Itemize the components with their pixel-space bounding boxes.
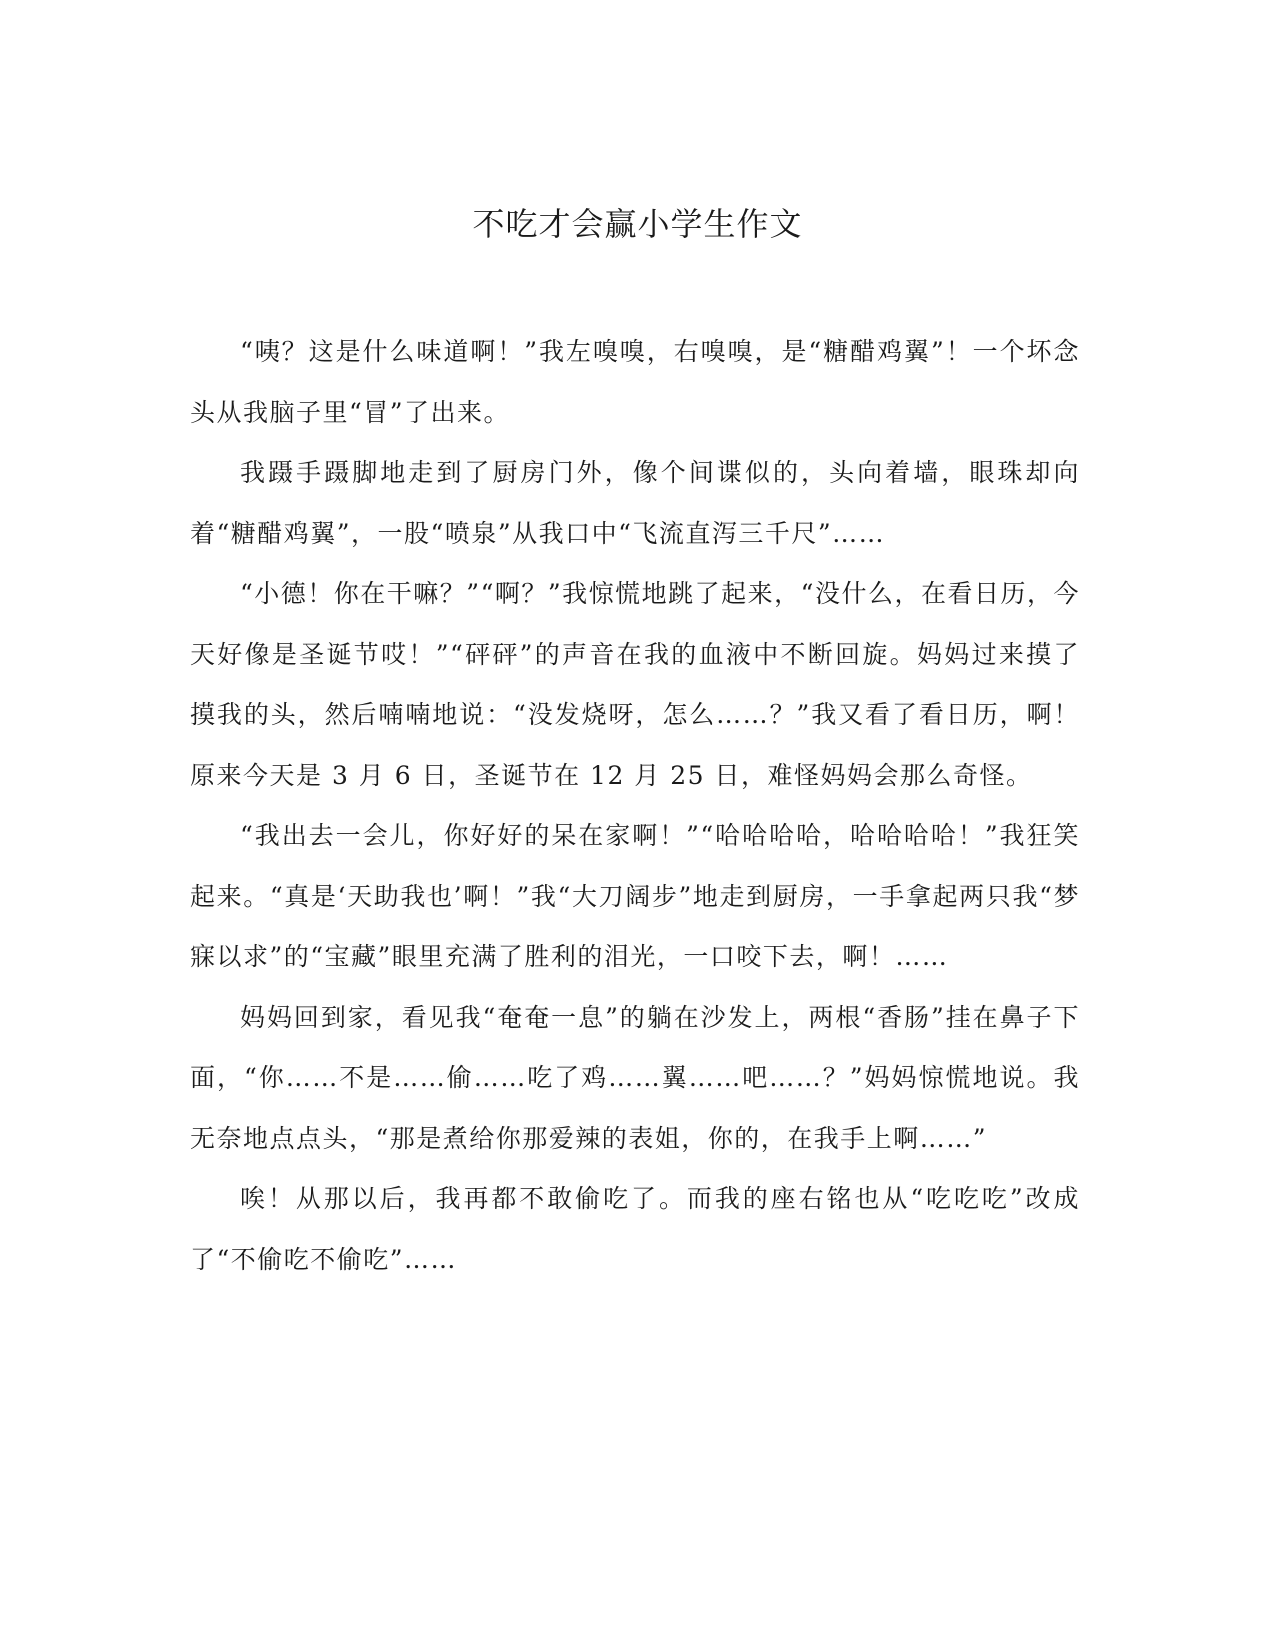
paragraph-4: “我出去一会儿，你好好的呆在家啊！”“哈哈哈哈，哈哈哈哈！”我狂笑起来。“真是‘天助我也’啊！”我“大刀阔步”地走到厨房，一手拿起两只我“梦寐以求”的“宝藏”眼里充满了胜利的泪光，一口咬下去，啊！…… — [190, 821, 1080, 971]
document-body — [190, 322, 1080, 1290]
document-title: 不吃才会赢小学生作文 — [472, 205, 803, 243]
paragraph-5: 妈妈回到家，看见我“奄奄一息”的躺在沙发上，两根“香肠”挂在鼻子下面，“你……不是……偷……吃了鸡……翼……吧……？”妈妈惊慌地说。我无奈地点点头，“那是煮给你那爱辣的表姐，你的，在我手上啊……” — [190, 1002, 1080, 1153]
paragraph-6: 唉！从那以后，我再都不敢偷吃了。而我的座右铭也从“吃吃吃”改成了“不偷吃不偷吃”…… — [190, 1184, 1080, 1274]
paragraph-1: “咦？这是什么味道啊！”我左嗅嗅，右嗅嗅，是“糖醋鸡翼”！一个坏念头从我脑子里“冒”了出来。 — [190, 337, 1080, 427]
paragraph-3: “小德！你在干嘛？”“啊？”我惊慌地跳了起来，“没什么，在看日历，今天好像是圣诞节哎！”“砰砰”的声音在我的血液中不断回旋。妈妈过来摸了摸我的头，然后喃喃地说：“没发烧呀，怎么……？”我又看了看日历，啊！原来今天是 3 月 6 日，圣诞节在 12 月 25 日，难怪妈妈会那么奇怪。 — [190, 579, 1080, 790]
paragraph-2: 我蹑手蹑脚地走到了厨房门外，像个间谍似的，头向着墙，眼珠却向着“糖醋鸡翼”，一股“喷泉”从我口中“飞流直泻三千尺”…… — [190, 458, 1080, 548]
